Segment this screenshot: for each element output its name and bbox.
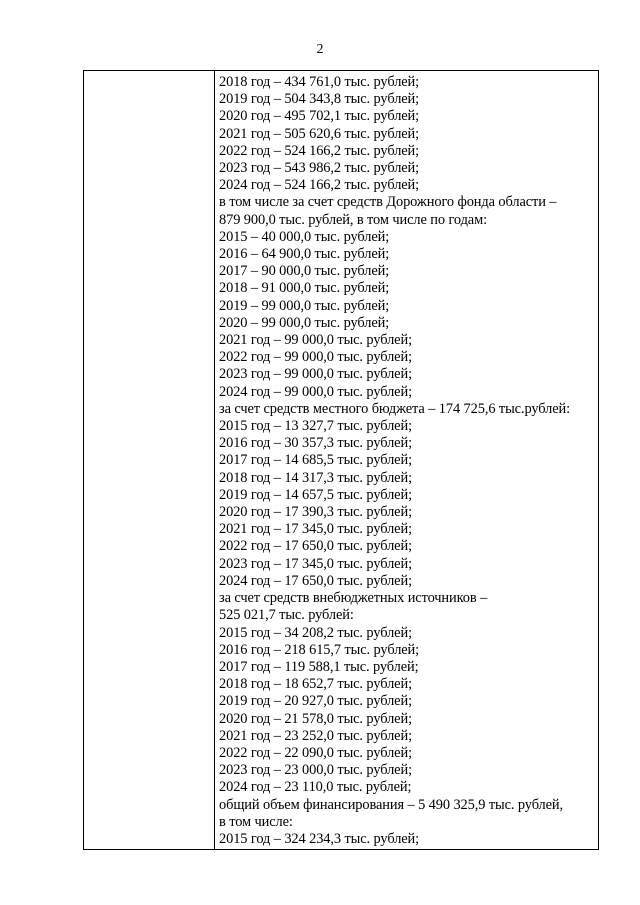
text-line: 2022 год – 22 090,0 тыс. рублей; (219, 744, 412, 761)
text-line: 2021 год – 23 252,0 тыс. рублей; (219, 727, 412, 744)
text-line: 2018 год – 434 761,0 тыс. рублей; (219, 74, 420, 90)
text-line: 2021 год – 505 620,6 тыс. рублей; (219, 125, 420, 142)
text-line: общий объем финансирования – 5 490 325,9 тыс. рублей, (219, 796, 564, 813)
text-line: в том числе: (219, 813, 293, 830)
text-line: 2019 – 99 000,0 тыс. рублей; (219, 297, 390, 314)
text-line: 2020 – 99 000,0 тыс. рублей; (219, 314, 390, 331)
text-line: 2017 год – 119 588,1 тыс. рублей; (219, 658, 419, 675)
table-left-column (84, 71, 215, 849)
text-line: за счет средств внебюджетных источников – (219, 590, 488, 607)
text-line: 2023 год – 17 345,0 тыс. рублей; (219, 555, 412, 572)
text-line: 2020 год – 495 702,1 тыс. рублей; (219, 108, 420, 125)
text-line: 2023 год – 543 986,2 тыс. рублей; (219, 160, 420, 177)
text-line: 2017 год – 14 685,5 тыс. рублей; (219, 452, 412, 469)
text-line: 2016 – 64 900,0 тыс. рублей; (219, 246, 390, 263)
text-line: 2024 год – 524 166,2 тыс. рублей; (219, 177, 420, 194)
text-line: в том числе за счет средств Дорожного фонда области – (219, 194, 557, 211)
text-line: 2015 год – 324 234,3 тыс. рублей; (219, 830, 420, 847)
text-line: 2015 год – 34 208,2 тыс. рублей; (219, 624, 412, 641)
text-line: 2023 год – 99 000,0 тыс. рублей; (219, 366, 412, 383)
text-line: 2024 год – 23 110,0 тыс. рублей; (219, 779, 412, 796)
text-line: 2022 год – 524 166,2 тыс. рублей; (219, 142, 420, 159)
text-line: 2018 год – 18 652,7 тыс. рублей; (219, 676, 412, 693)
text-line: 2019 год – 504 343,8 тыс. рублей; (219, 91, 420, 108)
text-line: 2020 год – 17 390,3 тыс. рублей; (219, 504, 412, 521)
financing-table (83, 70, 599, 850)
text-line: 2017 – 90 000,0 тыс. рублей; (219, 263, 390, 280)
text-line: 2021 год – 17 345,0 тыс. рублей; (219, 521, 412, 538)
text-line: 2019 год – 14 657,5 тыс. рублей; (219, 486, 412, 503)
text-line: 2022 год – 99 000,0 тыс. рублей; (219, 349, 412, 366)
table-right-column (215, 71, 598, 849)
text-line: 2015 – 40 000,0 тыс. рублей; (219, 228, 390, 245)
text-line: 2016 год – 218 615,7 тыс. рублей; (219, 641, 420, 658)
text-line: 2023 год – 23 000,0 тыс. рублей; (219, 762, 412, 779)
text-line: 2019 год – 20 927,0 тыс. рублей; (219, 693, 412, 710)
text-line: 2024 год – 17 650,0 тыс. рублей; (219, 572, 412, 589)
text-line: 2024 год – 99 000,0 тыс. рублей; (219, 383, 412, 400)
text-line: 2022 год – 17 650,0 тыс. рублей; (219, 538, 412, 555)
text-line: за счет средств местного бюджета – 174 725,6 тыс.рублей: (219, 400, 571, 417)
text-line: 2018 – 91 000,0 тыс. рублей; (219, 280, 390, 297)
text-line: 2016 год – 30 357,3 тыс. рублей; (219, 435, 412, 452)
text-line: 879 900,0 тыс. рублей, в том числе по годам: (219, 211, 487, 228)
text-line: 2020 год – 21 578,0 тыс. рублей; (219, 710, 412, 727)
text-line: 525 021,7 тыс. рублей: (219, 607, 354, 624)
page-number: 2 (316, 42, 324, 57)
text-line: 2018 год – 14 317,3 тыс. рублей; (219, 469, 412, 486)
text-line: 2021 год – 99 000,0 тыс. рублей; (219, 332, 412, 349)
text-line: 2015 год – 13 327,7 тыс. рублей; (219, 418, 412, 435)
